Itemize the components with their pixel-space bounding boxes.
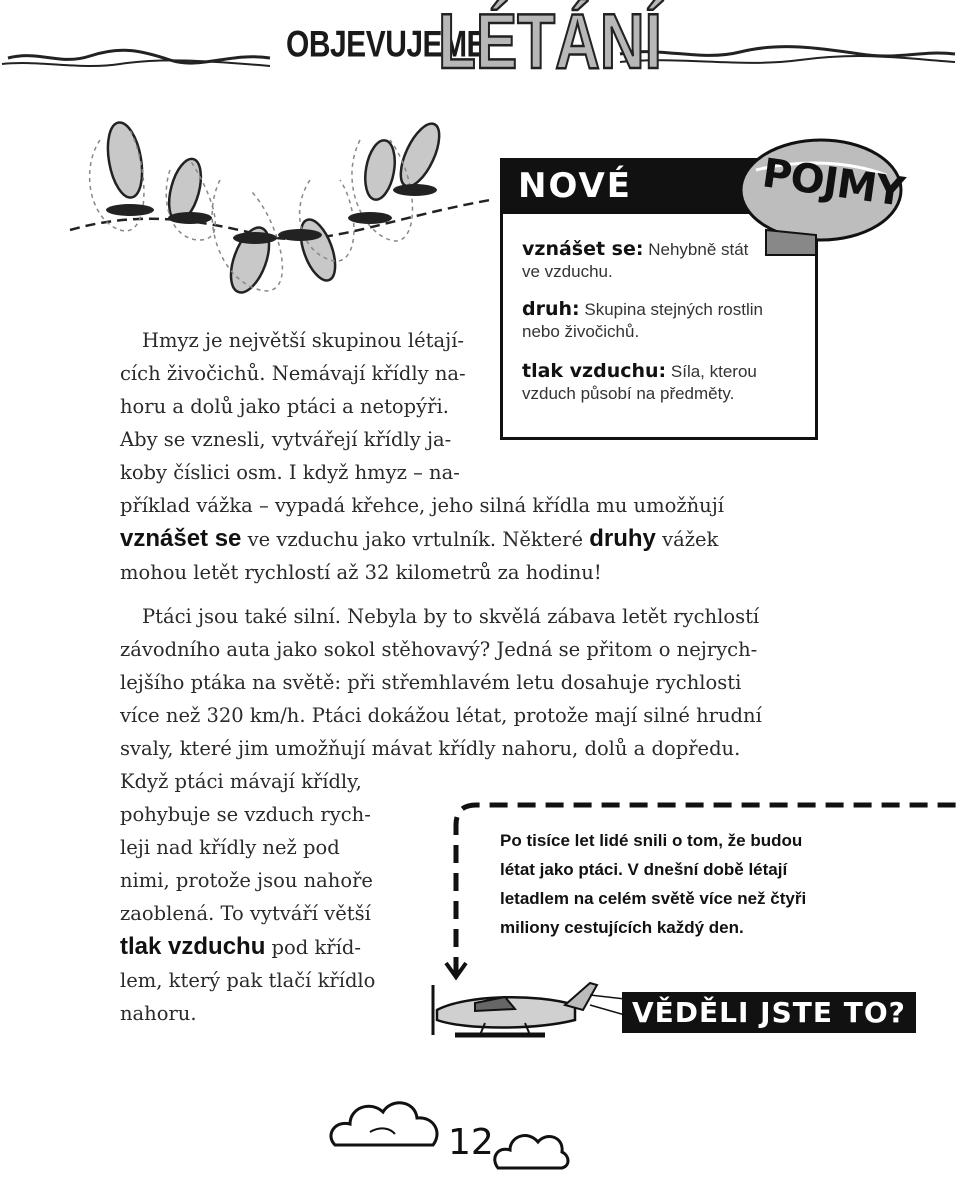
text-line: lejšího ptáka na světě: při střemhlavém letu dosahuje rychlosti (120, 671, 742, 694)
term-definition: Síla, kterou (670, 362, 757, 381)
fact-line: miliony cestujících každý den. (500, 918, 744, 937)
header-big-title: LÉTÁNÍ (438, 0, 662, 86)
paragraph-air-pressure (120, 765, 410, 1030)
text-line: nahoru. (120, 1002, 197, 1025)
term-label: vznášet se: (522, 238, 644, 260)
paragraph-insects (120, 324, 820, 589)
text-line: Hmyz je největší skupinou létají- (142, 329, 465, 352)
text-line: lem, který pak tlačí křídlo (120, 969, 376, 992)
text-line: Ptáci jsou také silní. Nebyla by to skvělá zábava letět rychlostí (142, 605, 760, 628)
fact-text (500, 826, 806, 942)
text-line: zaoblená. To vytváří větší (120, 902, 371, 925)
text-line: pohybuje se vzduch rych- (120, 803, 371, 826)
text-line: koby číslici osm. I když hmyz – na- (120, 461, 460, 484)
term-label: tlak vzduchu: (522, 360, 667, 382)
header-small-title: OBJEVUJEME (286, 24, 487, 66)
text-line: horu a dolů jako ptáci a netopýři. (120, 395, 449, 418)
text-span: ve vzduchu jako vrtulník. Některé (241, 528, 590, 551)
text-line: Když ptáci mávají křídly, (120, 770, 362, 793)
fact-line: Po tisíce let lidé snili o tom, že budou (500, 831, 803, 850)
text-line (120, 522, 820, 556)
paragraph-birds (120, 600, 820, 765)
text-line: více než 320 km/h. Ptáci dokážou létat, protože mají silné hrudní (120, 704, 762, 727)
term-definition: Skupina stejných rostlin (584, 300, 763, 319)
term-definition-cont: vzduch působí na předměty. (522, 384, 735, 403)
text-span: pod kříd- (265, 936, 361, 959)
text-line (120, 930, 410, 964)
term-definition: Nehybně stát (648, 240, 749, 259)
page-header (0, 0, 960, 90)
text-line: nimi, protože jsou nahoře (120, 869, 373, 892)
pojmy-badge-text: POJMY (759, 150, 907, 216)
keyword-tlak-vzduchu: tlak vzduchu (120, 933, 266, 960)
text-span: vážek (655, 528, 719, 551)
keyword-druhy: druhy (589, 525, 656, 552)
term-label: druh: (522, 298, 580, 320)
term-entry-vznaset (522, 238, 748, 283)
text-line: leji nad křídly než pod (120, 836, 340, 859)
did-you-know-banner: VĚDĚLI JSTE TO? (622, 992, 916, 1033)
new-terms-title: NOVÉ (500, 158, 800, 214)
cloud-icon (490, 1118, 570, 1178)
text-line: mohou letět rychlostí až 32 kilometrů za hodinu! (120, 561, 602, 584)
term-definition-cont: nebo živočichů. (522, 322, 640, 341)
fact-line: letadlem na celém světě více než čtyři (500, 889, 807, 908)
dragonfly-flight-illustration (60, 110, 500, 310)
keyword-vznaset-se: vznášet se (120, 525, 242, 552)
term-definition-cont: ve vzduchu. (522, 262, 613, 281)
cloud-icon (325, 1090, 445, 1160)
seaplane-icon (425, 975, 625, 1055)
text-line: svaly, které jim umožňují mávat křídly nahoru, dolů a dopředu. (120, 737, 741, 760)
page-number: 12 (448, 1122, 494, 1163)
text-line: cích živočichů. Nemávají křídly na- (120, 362, 466, 385)
fact-line: létat jako ptáci. V dnešní době létají (500, 860, 788, 879)
text-line: závodního auta jako sokol stěhovavý? Jedná se přitom o nejrych- (120, 638, 758, 661)
text-line: příklad vážka – vypadá křehce, jeho silná křídla mu umožňují (120, 494, 725, 517)
text-line: Aby se vznesli, vytvářejí křídly ja- (120, 428, 452, 451)
